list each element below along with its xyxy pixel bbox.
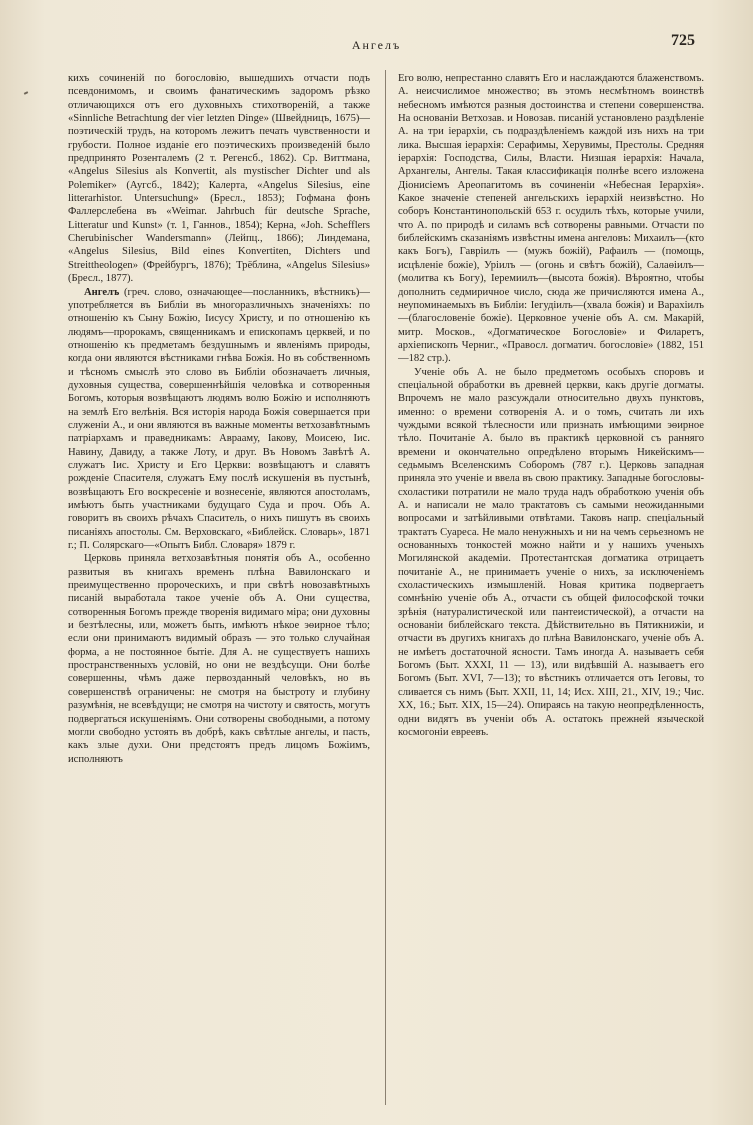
margin-mark [24, 91, 28, 95]
left-column [68, 72, 370, 1112]
column-divider [385, 70, 386, 1105]
entry-angel-paragraph [68, 286, 370, 553]
entry-angel-text: (греч. слово, означающее—посланникъ, вѣстникъ)—употребляется въ Библіи въ многоразличныхъ значеніяхъ: по отношенію къ Сыну Божію, Іисусу Христу, и по отношенію къ людямъ—пророкамъ, священникамъ и епископамъ церквей, и по отношенію къ предметамъ бездушнымъ и явленіямъ природы, когда они являются вѣстниками гнѣва Божія. Но въ собственномъ и тѣсномъ смыслѣ это слово въ Библіи обозначаетъ личныя, духовныя существа, совершеннѣйшія человѣка и сотворенныя Богомъ, которыя возвѣщаютъ людямъ волю Божію и исполняютъ на землѣ Его велѣнія. Вся исторія народа Божія совершается при служеніи А., и они являются въ важные моменты ветхозавѣтнымъ патріархамъ и праведникамъ: Аврааму, Іакову, Моисею, Іис. Навину, Давиду, а также Лоту, и друг. Въ Новомъ Завѣтѣ А. служатъ Іис. Христу и Его Церкви: возвѣщаютъ и славятъ рожденіе Спасителя, служатъ Ему послѣ искушенія въ пустынѣ, возвѣщаютъ Его воскресеніе и вознесеніе, являются апостоламъ, имѣютъ быть участниками будущаго Суда и проч. Объ А. говоритъ въ своихъ рѣчахъ Спаситель, о нихъ пишутъ въ своихъ писаніяхъ апостолы. См. Верховскаго, «Библейск. Словарь», 1871 г.; П. Солярскаго—«Опытъ Библ. Словаря» 1879 г. [68, 286, 370, 552]
right-column [398, 72, 704, 1112]
entry-continuation-paragraph: кихъ сочиненій по богословію, вышедшихъ отчасти подъ псевдонимомъ, и своимъ фанатическимъ задоромъ рѣзко отличающихся отъ его духовныхъ стихотвореній, а также «Sinnliche Betrachtung der vier letzten Dinge» (Швейдницъ, 1675)— поэтическій трудъ, на которомъ лежитъ печать чувственности и грубости. Полное изданіе его поэтическихъ произведеній было предпринято Розенталемъ (2 т. Регенсб., 1862). Ср. Виттмана, «Angelus Silesius als Konvertit, als mystischer Dichter und als Polemiker» (Аугсб., 1842); Калерта, «Angelus Silesius, eine litterarhistor. Untersuchung» (Бресл., 1853); Гофмана фонъ Фаллерслебена въ «Weimar. Jahrbuch für deutsche Sprache, Litteratur und Kunst» (т. 1, Ганнов., 1854); Керна, «Joh. Schefflers Cherubinischer Wandersmann» (Лейпц., 1866); Линдемана, «Angelus Silesius, Bild eines Konvertiten, Dichters und Streittheologen» (Фрейбургъ, 1876); Трёблина, «Angelus Silesius» (Бресл., 1877). [68, 73, 370, 285]
church-doctrine-paragraph: Церковь приняла ветхозавѣтныя понятія объ А., особенно развитыя въ книгахъ временъ плѣна Вавилонскаго и преимущественно пророческихъ, и при свѣтѣ новозавѣтныхъ писаній выработала такое ученіе объ А. Они существа, сотворенныя Богомъ прежде творенія видимаго міра; они духовны и безтѣлесны, или, можетъ быть, имѣютъ нѣкое эѳирное тѣло; если они принимаютъ видимый образъ — это только случайная форма, а не постоянное бытіе. Для А. не существуетъ нашихъ пространственныхъ условій, но они не вездѣсущи. Они болѣе совершенны, чѣмъ даже первозданный человѣкъ, но въ совершенствѣ ограничены: не смотря на быстроту и глубину разумѣнія, не всевѣдущи; не смотря на чистоту и святость, могутъ подвергаться искушеніямъ. Они сотворены свободными, а потому могли свободно устоять въ добрѣ, какъ свѣтлые ангелы, и пасть, какъ злые духи. Они предстоятъ предъ лицомъ Божіимъ, исполняютъ [68, 553, 370, 765]
running-title: Ангелъ [351, 38, 402, 52]
hierarchy-paragraph: Его волю, непрестанно славятъ Его и наслаждаются блаженствомъ. А. неисчислимое множество; въ этомъ несмѣтномъ воинствѣ небесномъ имѣются разныя достоинства и степени совершенства. На основаніи Ветхозав. и Новозав. писаній установлено раздѣленіе А. на три іерархіи, съ подраздѣленіемъ каждой изъ нихъ на три лика. Высшая іерархія: Серафимы, Херувимы, Престолы. Средняя іерархія: Господства, Силы, Власти. Низшая іерархія: Начала, Архангелы, Ангелы. Такая классификація полнѣе всего изложена Діонисіемъ Ареопагитомъ въ сочиненіи «Небесная Іерархія». Какое значеніе степеней ангельскихъ іерархій неизвѣстно. Но соборъ Константинопольскій 653 г. осудилъ тѣхъ, которые учили, что А. по природѣ и силамъ всѣ сотворены равными. Отчасти по библейскимъ сказаніямъ извѣстны имена ангеловъ: Михаилъ—(кто какъ Богъ), Гавріилъ — (мужъ божій), Рафаилъ — (помощь, исцѣленіе божіе), Уріилъ — (огонь и свѣтъ божій), Салаѳіилъ—(молитва къ Богу), Іеремиилъ—(высота божія). Вѣроятно, чтобы дополнить седмиричное число, сюда же причисляются имена А., неупоминаемыхъ въ Библіи: Іегудіилъ—(хвала божія) и Варахіилъ—(благословеніе божіе). Церковное ученіе объ А. см. Макарій, митр. Москов., «Догматическое Богословіе» и Филаретъ, архіепископъ Черниг., «Правосл. догматич. богословіе» (1882, 151—182 стр.). [398, 73, 704, 365]
doctrine-history-paragraph: Ученіе объ А. не было предметомъ особыхъ споровъ и спеціальной обработки въ древней церкви, какъ другіе догматы. Впрочемъ не мало разсуждали относительно двухъ пунктовъ, именно: о времени сотворенія А. и о томъ, считать ли ихъ чуждыми всякой тѣлесности или признать имѣющими эѳирное тѣло. Почитаніе А. было въ практикѣ церковной съ ранняго времени и окончательно опредѣлено вторымъ Никейскимъ—седьмымъ Вселенскимъ Соборомъ (787 г.). Церковь западная приняла это ученіе и ввела въ свою практику. Западные богословы-схоластики потратили не мало труда надъ обработкою ученія объ А. и написали не мало трактатовъ съ самыми неожиданными вопросами и затѣйливыми отвѣтами. Таковъ напр. спеціальный трактатъ Суареса. Не мало ненужныхъ и ни на чемъ серьезномъ не основанныхъ тонкостей можно найти и у нашихъ ученыхъ Могилянской академіи. Протестантская догматика отрицаетъ почитаніе А., не принимаетъ ученіе о нихъ, за исключеніемъ схоластическихъ измышленій. Новая критика подвергаетъ сомнѣнію ученіе объ А., отчасти съ общей философской точки зрѣнія (натуралистической или пантеистической), а отчасти на основаніи библейскаго текста. Дѣйствительно въ Пятикнижіи, и отчасти въ другихъ книгахъ до плѣна Вавилонскаго, ученіе объ А. не имѣетъ достаточной ясности. Тамъ иногда А. называетъ себя Богомъ (Быт. XXXI, 11 — 13), или видѣвшій А. называетъ его Богомъ (Быт. XVI, 7—13); то вѣстникъ отличается отъ Іеговы, то сливается съ нимъ (Быт. XXII, 11, 14; Исх. XIII, 21., XIV, 19.; Чис. XX, 16.; Быт. XIX, 15—24). Опираясь на такую неопредѣленность, одни видятъ въ ученіи объ А. остатокъ прежней языческой космогоніи евреевъ. [398, 366, 704, 738]
entry-headword: Ангелъ [84, 286, 120, 298]
page-number: 725 [671, 32, 695, 49]
